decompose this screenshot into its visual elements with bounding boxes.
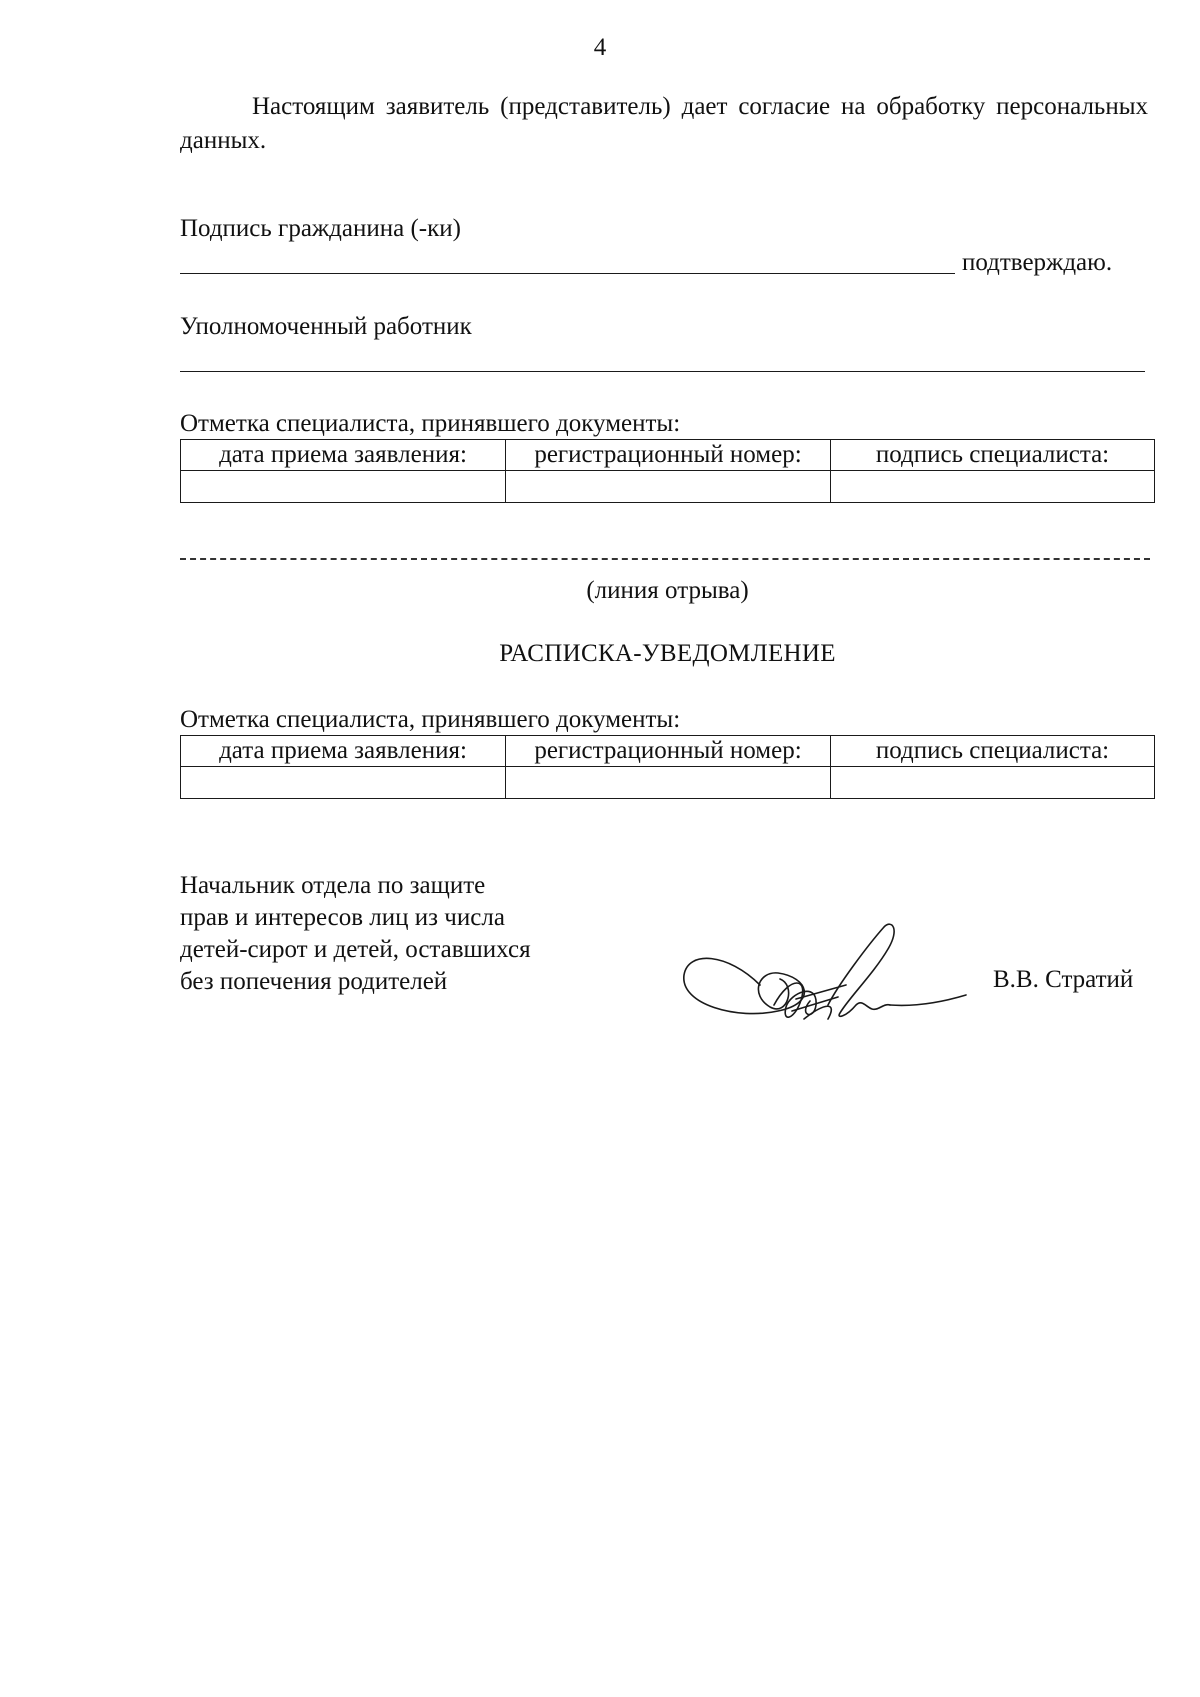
receipt-specialist-mark-table <box>180 735 1155 799</box>
specialist-mark-caption: Отметка специалиста, принявшего документы: <box>180 410 681 437</box>
specialist-signature-header: подпись специалиста: <box>831 440 1155 471</box>
registration-number-header: регистрационный номер: <box>506 440 831 471</box>
official-position-line: без попечения родителей <box>180 968 448 995</box>
specialist-mark-table <box>180 439 1155 503</box>
tear-off-line <box>180 558 1150 560</box>
date-received-header: дата приема заявления: <box>181 440 506 471</box>
specialist-signature-cell <box>831 767 1155 799</box>
table-header-row <box>181 736 1155 767</box>
tear-off-caption: (линия отрыва) <box>586 577 749 604</box>
authorized-worker-label: Уполномоченный работник <box>180 313 472 340</box>
table-header-row <box>181 440 1155 471</box>
official-position-line: Начальник отдела по защите <box>180 872 486 899</box>
registration-number-cell <box>506 767 831 799</box>
handwritten-signature <box>678 915 968 1035</box>
date-received-cell <box>181 767 506 799</box>
receipt-heading: РАСПИСКА-УВЕДОМЛЕНИЕ <box>499 640 836 667</box>
authorized-worker-signature-line <box>180 371 1145 372</box>
official-position-line: детей-сирот и детей, оставшихся <box>180 936 531 963</box>
citizen-signature-line <box>180 273 955 274</box>
table-row <box>181 471 1155 503</box>
date-received-header: дата приема заявления: <box>181 736 506 767</box>
official-name: В.В. Стратий <box>993 966 1134 993</box>
registration-number-cell <box>506 471 831 503</box>
registration-number-header: регистрационный номер: <box>506 736 831 767</box>
page-number: 4 <box>593 34 607 61</box>
table-row <box>181 767 1155 799</box>
specialist-signature-header: подпись специалиста: <box>831 736 1155 767</box>
consent-statement: Настоящим заявитель (представитель) дает согласие на обработку персональных данных. <box>180 93 1148 154</box>
date-received-cell <box>181 471 506 503</box>
receipt-specialist-mark-caption: Отметка специалиста, принявшего документы: <box>180 706 681 733</box>
confirm-text: подтверждаю. <box>962 249 1113 276</box>
official-position-line: прав и интересов лиц из числа <box>180 904 505 931</box>
official-position <box>180 870 531 998</box>
citizen-signature-label: Подпись гражданина (-ки) <box>180 215 461 242</box>
specialist-signature-cell <box>831 471 1155 503</box>
